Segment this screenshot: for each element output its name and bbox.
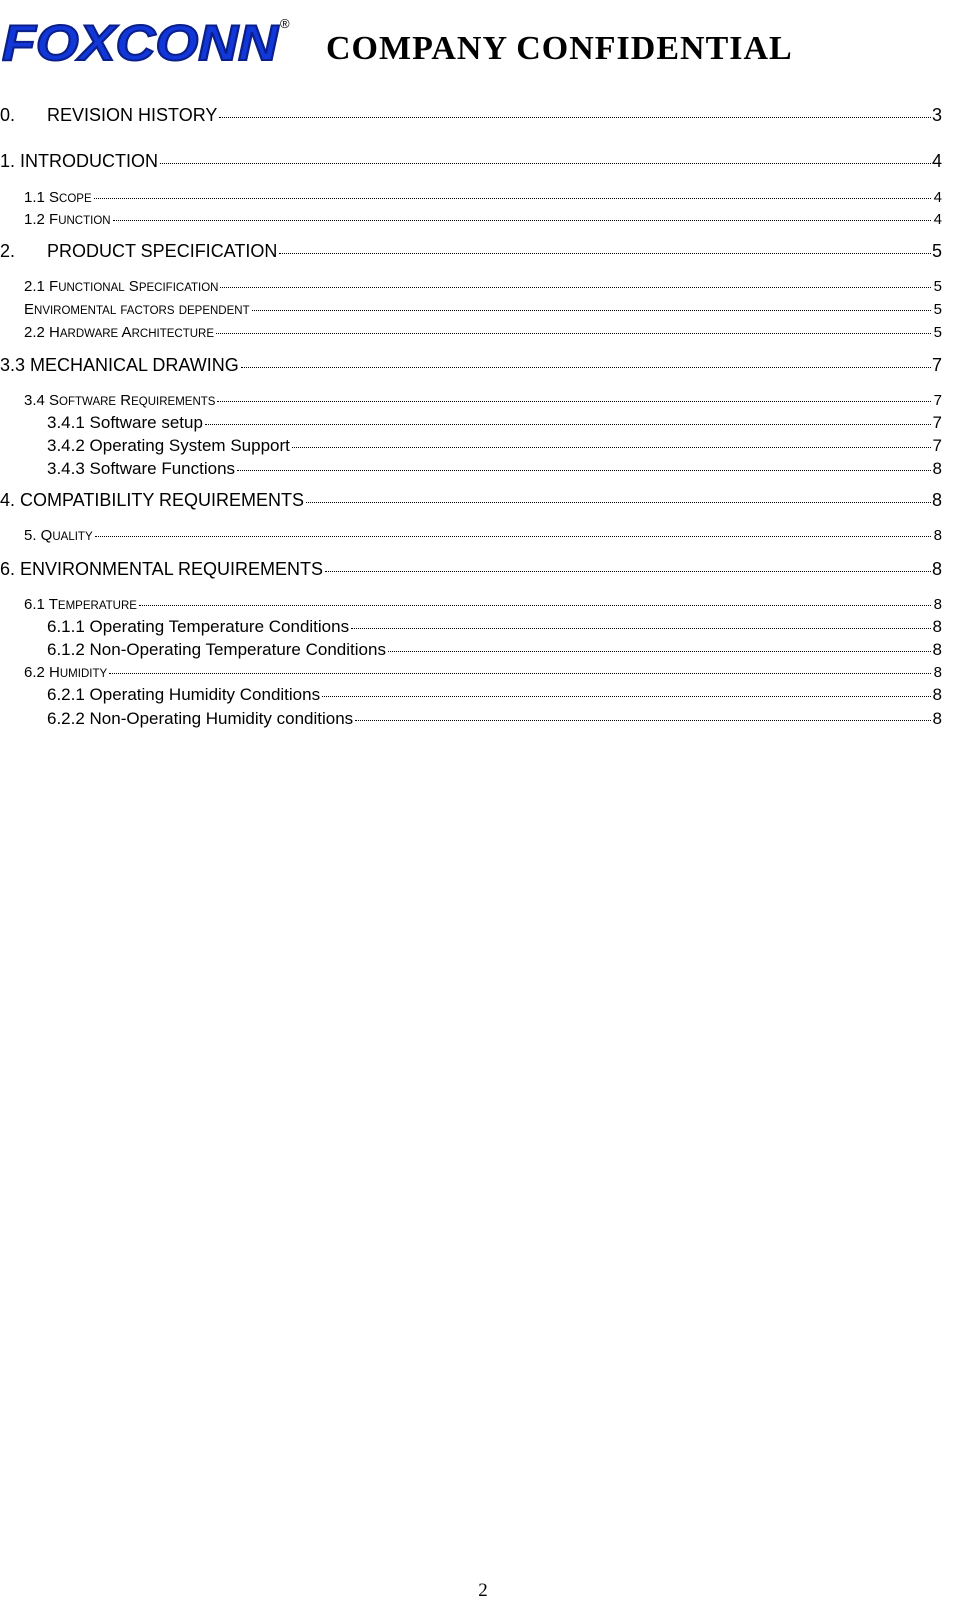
- toc-entry-enviromental-factors[interactable]: [24, 301, 942, 318]
- dot-leader: [322, 696, 931, 697]
- toc-entry-page: 5: [933, 301, 942, 318]
- dot-leader: [292, 447, 931, 448]
- toc-entry-software-functions[interactable]: [47, 459, 942, 479]
- toc-entry-software-requirements[interactable]: [24, 392, 942, 409]
- toc-entry-title: 6. ENVIRONMENTAL REQUIREMENTS: [0, 559, 324, 579]
- toc-entry-title: 1.2 FUNCTION: [24, 211, 111, 228]
- toc-entry-page: 8: [932, 685, 942, 704]
- dot-leader: [325, 571, 931, 572]
- toc-entry-title: 6.1 TEMPERATURE: [24, 596, 137, 613]
- dot-leader: [237, 470, 931, 471]
- toc-entry-title: PRODUCT SPECIFICATION: [47, 241, 278, 261]
- toc-entry-page: 8: [931, 559, 942, 579]
- dot-leader: [205, 424, 931, 425]
- toc-entry-environmental[interactable]: [0, 559, 942, 580]
- dot-leader: [95, 536, 931, 537]
- registered-mark: ®: [280, 16, 290, 31]
- page-number: 2: [478, 1580, 488, 1601]
- toc-entry-title: 5. QUALITY: [24, 527, 93, 544]
- toc-entry-page: 7: [932, 413, 942, 432]
- foxconn-logo-graphic: [2, 14, 298, 70]
- toc-entry-page: 4: [933, 211, 942, 228]
- toc-entry-title: 3.4.3 Software Functions: [47, 459, 236, 478]
- toc-entry-page: 8: [933, 664, 942, 681]
- toc-entry-title: 3.4.1 Software setup: [47, 413, 203, 432]
- toc-entry-page: 8: [933, 596, 942, 613]
- toc-entry-revision-history[interactable]: [0, 105, 942, 126]
- toc-entry-mechanical-drawing[interactable]: [0, 355, 942, 376]
- toc-entry-title: 6.2.2 Non-Operating Humidity conditions: [47, 709, 354, 728]
- toc-entry-title: 1. INTRODUCTION: [0, 151, 159, 171]
- confidential-heading: COMPANY CONFIDENTIAL: [326, 30, 793, 67]
- toc-entry-page: 4: [933, 189, 942, 206]
- toc-entry-functional-specification[interactable]: [24, 278, 942, 295]
- toc-entry-page: 5: [933, 278, 942, 295]
- toc-entry-title: 6.2 HUMIDITY: [24, 664, 108, 681]
- toc-entry-scope[interactable]: [24, 189, 942, 206]
- toc-entry-number: 2.: [0, 241, 16, 261]
- toc-entry-title: 6.1.2 Non-Operating Temperature Conditions: [47, 640, 386, 659]
- dot-leader: [279, 253, 931, 254]
- toc-entry-page: 8: [932, 709, 942, 728]
- toc-entry-number: 0.: [0, 105, 16, 125]
- toc-entry-title: 6.2.1 Operating Humidity Conditions: [47, 685, 321, 704]
- toc-entry-non-operating-humidity[interactable]: [47, 709, 942, 729]
- toc-entry-page: 8: [932, 617, 942, 636]
- toc-entry-temperature[interactable]: [24, 596, 942, 613]
- toc-entry-title: 3.4 SOFTWARE REQUIREMENTS: [24, 392, 216, 409]
- dot-leader: [160, 163, 931, 164]
- dot-leader: [139, 605, 931, 606]
- toc-entry-quality[interactable]: [24, 527, 942, 544]
- toc-entry-page: 3: [931, 105, 942, 125]
- dot-leader: [217, 401, 931, 402]
- toc-entry-page: 4: [931, 151, 942, 171]
- toc-entry-title: REVISION HISTORY: [47, 105, 218, 125]
- toc-entry-title: 2.1 FUNCTIONAL SPECIFICATION: [24, 278, 219, 295]
- toc-entry-page: 7: [931, 355, 942, 375]
- toc-entry-page: 5: [933, 324, 942, 341]
- dot-leader: [351, 628, 931, 629]
- toc-entry-title: 2.2 HARDWARE ARCHITECTURE: [24, 324, 214, 341]
- toc-entry-non-operating-temperature[interactable]: [47, 640, 942, 660]
- toc-entry-page: 7: [932, 436, 942, 455]
- dot-leader: [388, 651, 931, 652]
- dot-leader: [220, 287, 931, 288]
- toc-entry-title: 6.1.1 Operating Temperature Conditions: [47, 617, 350, 636]
- dot-leader: [355, 720, 931, 721]
- toc-entry-page: 8: [932, 640, 942, 659]
- toc-entry-os-support[interactable]: [47, 436, 942, 456]
- toc-entry-humidity[interactable]: [24, 664, 942, 681]
- logo-wordmark: FOXCONN: [2, 15, 279, 70]
- toc-entry-operating-temperature[interactable]: [47, 617, 942, 637]
- toc-entry-title: 3.3 MECHANICAL DRAWING: [0, 355, 239, 375]
- dot-leader: [306, 502, 931, 503]
- toc-entry-software-setup[interactable]: [47, 413, 942, 433]
- toc-entry-product-specification[interactable]: [0, 241, 942, 262]
- toc-entry-title: ENVIROMENTAL FACTORS DEPENDENT: [24, 301, 250, 318]
- toc-entry-title: 1.1 SCOPE: [24, 189, 92, 206]
- foxconn-logo: [2, 14, 298, 70]
- toc-entry-function[interactable]: [24, 211, 942, 228]
- dot-leader: [241, 367, 931, 368]
- toc-entry-introduction[interactable]: [0, 151, 942, 172]
- toc-entry-page: 7: [933, 392, 942, 409]
- toc-entry-title: 4. COMPATIBILITY REQUIREMENTS: [0, 490, 305, 510]
- toc-entry-page: 8: [933, 527, 942, 544]
- toc-entry-page: 8: [931, 490, 942, 510]
- toc-entry-compatibility[interactable]: [0, 490, 942, 511]
- dot-leader: [252, 310, 931, 311]
- toc-entry-operating-humidity[interactable]: [47, 685, 942, 705]
- dot-leader: [219, 117, 931, 118]
- dot-leader: [113, 220, 931, 221]
- toc-entry-page: 5: [931, 241, 942, 261]
- dot-leader: [109, 673, 931, 674]
- dot-leader: [94, 198, 931, 199]
- toc-entry-title: 3.4.2 Operating System Support: [47, 436, 290, 455]
- dot-leader: [216, 333, 931, 334]
- toc-entry-page: 8: [932, 459, 942, 478]
- toc-entry-hardware-architecture[interactable]: [24, 324, 942, 341]
